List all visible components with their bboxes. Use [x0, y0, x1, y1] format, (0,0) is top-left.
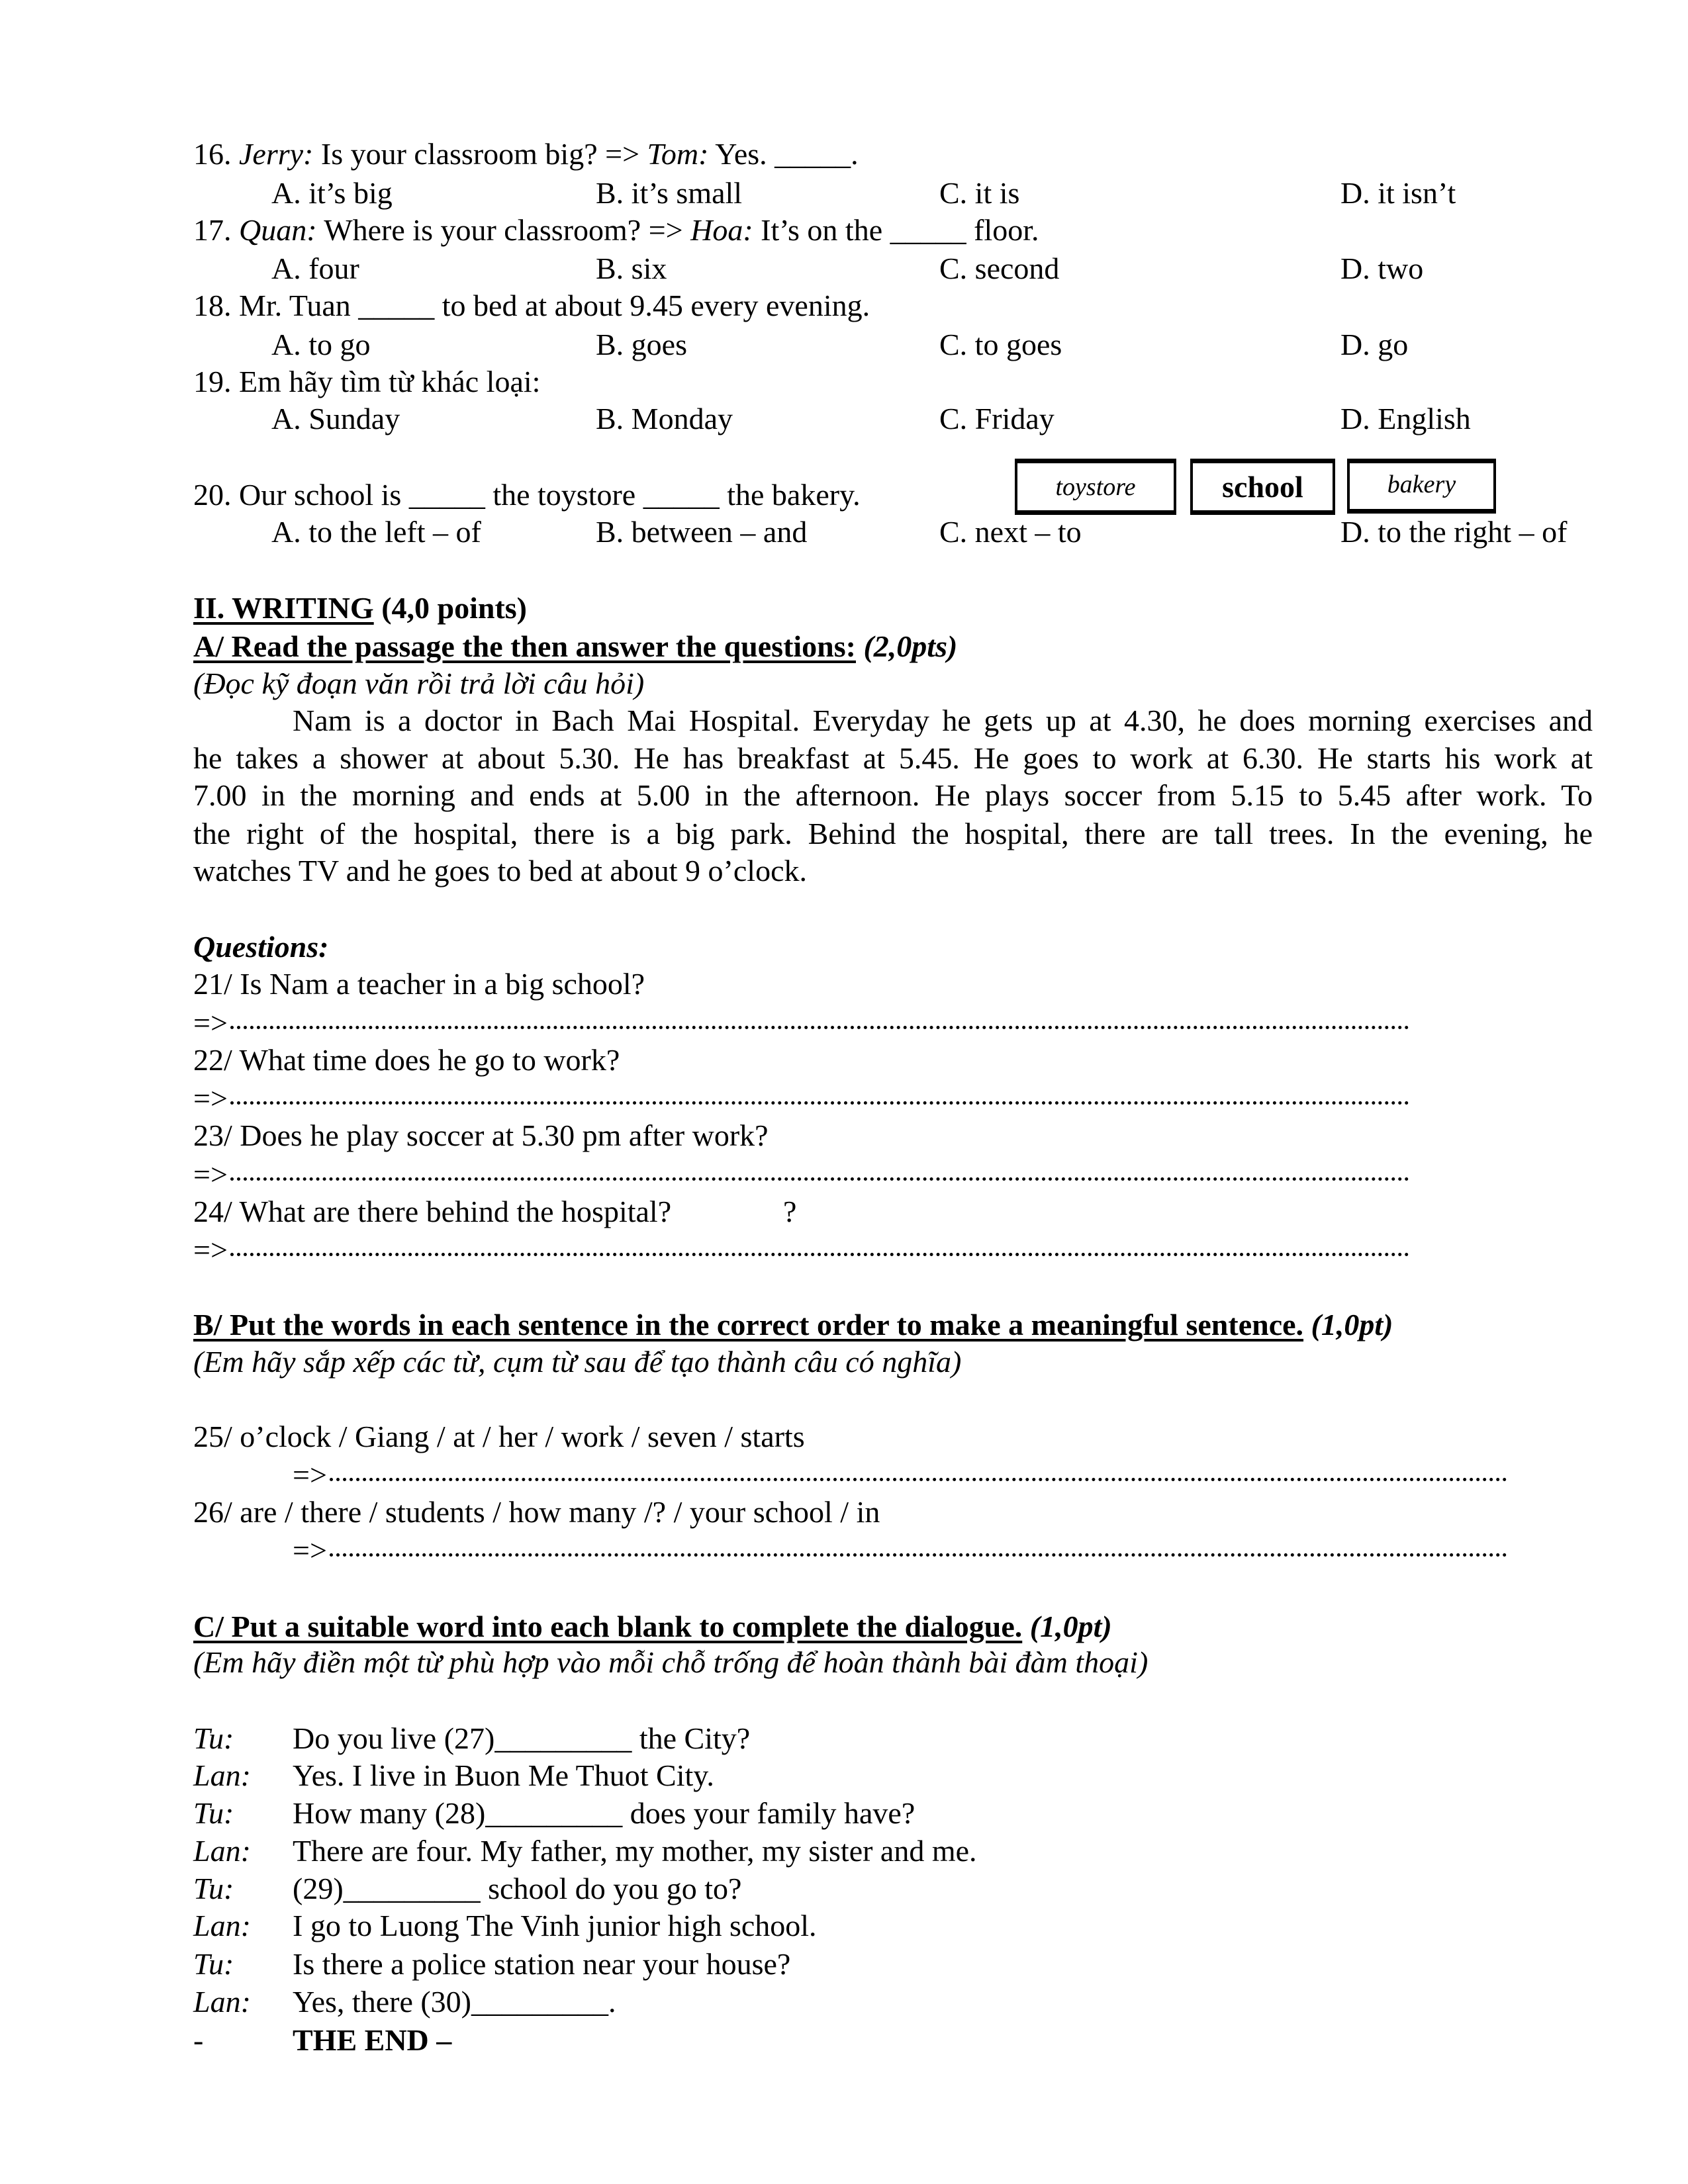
school-box: school	[1190, 459, 1335, 515]
part-b-heading	[193, 1306, 1393, 1344]
question-21: 21/ Is Nam a teacher in a big school?	[193, 967, 645, 1001]
answer-prefix: =>	[193, 1158, 228, 1191]
question-17	[193, 211, 1039, 250]
question-text: Yes. _____.	[715, 137, 859, 171]
option-d: D. two	[1340, 251, 1424, 285]
dialogue-speaker: Tu:	[193, 1947, 234, 1981]
option-b: B. goes	[596, 328, 687, 361]
dialogue-speaker: Tu:	[193, 1721, 234, 1755]
option-b: B. between – and	[596, 515, 808, 549]
answer-prefix: =>	[293, 1458, 327, 1492]
question-26: 26/ are / there / students / how many /? / your school / in	[193, 1495, 880, 1529]
option-d: D. to the right – of	[1340, 515, 1568, 549]
option-a: A. to go	[271, 328, 371, 361]
dotted-answer-blank[interactable]	[230, 1177, 1409, 1181]
speaker: Quan:	[239, 213, 317, 247]
dialogue-speaker: Lan:	[193, 1909, 251, 1942]
part-a-subtitle: (Đọc kỹ đoạn văn rồi trả lời câu hỏi)	[193, 666, 645, 700]
option-d: D. go	[1340, 328, 1409, 361]
dotted-answer-blank[interactable]	[230, 1026, 1409, 1029]
the-end: THE END –	[293, 2023, 452, 2057]
question-20: 20. Our school is _____ the toystore _____ the bakery.	[193, 478, 861, 512]
dialogue-speaker: Lan:	[193, 1834, 251, 1868]
part-points: (1,0pt)	[1311, 1308, 1393, 1342]
option-c: C. next – to	[939, 515, 1082, 549]
part-points: (2,0pts)	[863, 629, 958, 663]
option-a: A. to the left – of	[271, 515, 481, 549]
dotted-answer-blank[interactable]	[230, 1253, 1409, 1256]
question-25: 25/ o’clock / Giang / at / her / work / seven / starts	[193, 1420, 805, 1453]
option-a: A. four	[271, 251, 359, 285]
question-text: Is your classroom big? =>	[320, 137, 640, 171]
question-mark: ?	[783, 1195, 797, 1228]
option-c: C. it is	[939, 176, 1020, 210]
question-number: 17.	[193, 213, 232, 247]
part-points: (1,0pt)	[1029, 1610, 1112, 1643]
answer-line-22[interactable]	[193, 1079, 1409, 1118]
dialogue-line: I go to Luong The Vinh junior high school.	[293, 1909, 817, 1942]
dialogue-line-30: Yes, there (30)_________.	[293, 1985, 616, 2019]
question-text: Where is your classroom? =>	[324, 213, 683, 247]
option-a: A. it’s big	[271, 176, 393, 210]
option-a: A. Sunday	[271, 402, 400, 435]
question-number: 16.	[193, 137, 232, 171]
passage-line: watches TV and he goes to bed at about 9 o’clock.	[193, 854, 807, 887]
dialogue-speaker: Lan:	[193, 1985, 251, 2019]
dialogue-line-29: (29)_________ school do you go to?	[293, 1872, 742, 1905]
dialogue-speaker: Tu:	[193, 1872, 234, 1905]
passage-line: the right of the hospital, there is a big park. Behind the hospital, there are tall trees. In the evening, he	[193, 817, 1593, 850]
answer-line-21[interactable]	[193, 1004, 1409, 1042]
toystore-box: toystore	[1015, 459, 1176, 515]
dialogue-line: There are four. My father, my mother, my sister and me.	[293, 1834, 977, 1868]
dialogue-line-28: How many (28)_________ does your family have?	[293, 1796, 915, 1830]
speaker: Hoa:	[690, 213, 753, 247]
answer-prefix: =>	[193, 1233, 228, 1267]
bakery-box: bakery	[1347, 459, 1496, 514]
option-b: B. it’s small	[596, 176, 743, 210]
option-d: D. it isn’t	[1340, 176, 1456, 210]
part-title: C/ Put a suitable word into each blank to complete the dialogue.	[193, 1610, 1023, 1643]
passage-line: 7.00 in the morning and ends at 5.00 in the afternoon. He plays soccer from 5.15 to 5.45 after work. To	[193, 778, 1593, 812]
question-22: 22/ What time does he go to work?	[193, 1043, 620, 1077]
dialogue-speaker: Tu:	[193, 1796, 234, 1830]
answer-prefix: =>	[193, 1081, 228, 1115]
question-23: 23/ Does he play soccer at 5.30 pm after work?	[193, 1118, 769, 1152]
speaker: Tom:	[647, 137, 709, 171]
passage-line: he takes a shower at about 5.30. He has breakfast at 5.45. He goes to work at 6.30. He starts his work at	[193, 741, 1593, 775]
part-title: B/ Put the words in each sentence in the correct order to make a meaningful sentence.	[193, 1308, 1304, 1342]
part-b-subtitle: (Em hãy sắp xếp các từ, cụm từ sau để tạo thành câu có nghĩa)	[193, 1345, 962, 1379]
answer-line-23[interactable]	[193, 1156, 1409, 1194]
answer-prefix: =>	[193, 1006, 228, 1040]
option-b: B. Monday	[596, 402, 733, 435]
part-c-subtitle: (Em hãy điền một từ phù hợp vào mỗi chỗ trống để hoàn thành bài đàm thoại)	[193, 1645, 1149, 1679]
option-c: C. to goes	[939, 328, 1062, 361]
option-b: B. six	[596, 251, 667, 285]
part-a-heading	[193, 627, 957, 666]
answer-line-26[interactable]	[293, 1531, 1507, 1570]
dotted-answer-blank[interactable]	[230, 1101, 1409, 1105]
dialogue-line: Is there a police station near your house?	[293, 1947, 791, 1981]
writing-heading	[193, 589, 527, 627]
dotted-answer-blank[interactable]	[330, 1478, 1507, 1481]
option-d: D. English	[1340, 402, 1471, 435]
answer-line-24[interactable]	[193, 1231, 1409, 1269]
section-title: II. WRITING	[193, 591, 374, 625]
question-24: 24/ What are there behind the hospital?	[193, 1195, 672, 1228]
dialogue-line-27: Do you live (27)_________ the City?	[293, 1721, 751, 1755]
end-dash: -	[193, 2023, 204, 2057]
question-19: 19. Em hãy tìm từ khác loại:	[193, 365, 541, 398]
dialogue-speaker: Lan:	[193, 1758, 251, 1792]
questions-label: Questions:	[193, 930, 329, 964]
option-c: C. Friday	[939, 402, 1055, 435]
passage-line: Nam is a doctor in Bach Mai Hospital. Everyday he gets up at 4.30, he does morning exercises and	[293, 704, 1593, 737]
section-points: (4,0 points)	[381, 591, 527, 625]
question-18: 18. Mr. Tuan _____ to bed at about 9.45 every evening.	[193, 289, 870, 322]
speaker: Jerry:	[239, 137, 314, 171]
part-c-heading	[193, 1608, 1112, 1646]
question-16	[193, 135, 859, 173]
option-c: C. second	[939, 251, 1060, 285]
answer-prefix: =>	[293, 1533, 327, 1567]
part-title: A/ Read the passage the then answer the questions:	[193, 629, 856, 663]
answer-line-25[interactable]	[293, 1456, 1507, 1494]
question-text: It’s on the _____ floor.	[761, 213, 1039, 247]
dotted-answer-blank[interactable]	[330, 1553, 1507, 1557]
dialogue-line: Yes. I live in Buon Me Thuot City.	[293, 1758, 714, 1792]
